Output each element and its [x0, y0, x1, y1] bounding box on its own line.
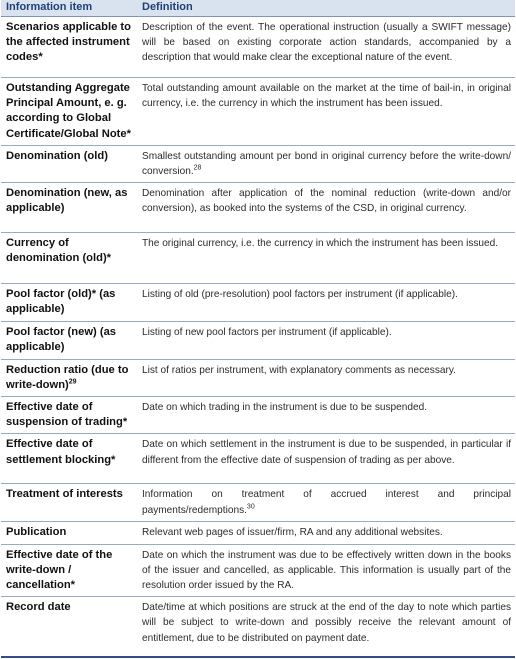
row-definition — [137, 544, 515, 597]
row-definition — [137, 322, 515, 359]
item-text: Pool factor (new) (as applicable) — [6, 326, 117, 354]
row-definition — [137, 484, 515, 522]
table-row — [1, 484, 515, 522]
row-definition — [137, 359, 515, 396]
table-row — [1, 17, 515, 78]
table-header-row — [1, 0, 515, 17]
row-definition — [137, 522, 515, 544]
row-item — [1, 359, 137, 396]
row-item — [1, 233, 137, 284]
table-row — [1, 359, 515, 396]
item-text: Publication — [6, 526, 67, 539]
definition-text: Date/time at which positions are struck at the end of the day to note which parties will be subject to write-down and possibly receive the relevant amount of entitlement, due to be distributed on payment date. — [142, 602, 511, 644]
table-row — [1, 434, 515, 484]
definition-text: Smallest outstanding amount per bond in original currency before the write-down/ conversion. — [142, 150, 511, 178]
row-item — [1, 183, 137, 233]
item-text: Outstanding Aggregate Principal Amount, e. g. according to Global Certificate/Global Note* — [6, 82, 131, 140]
table-row — [1, 544, 515, 597]
definition-text: Information on treatment of accrued interest and principal payments/redemptions. — [142, 489, 511, 516]
row-definition — [137, 284, 515, 322]
row-item — [1, 434, 137, 484]
item-text: Denomination (new, as applicable) — [6, 187, 128, 215]
table-row — [1, 522, 515, 544]
definition-text: Relevant web pages of issuer/firm, RA and any additional websites. — [142, 527, 443, 539]
definition-text: Date on which the instrument was due to be effectively written down in the books of the issuer and cancelled, as applicable. This information is usually part of the resolution order issued by the RA. — [142, 549, 511, 592]
definition-text: Listing of old (pre-resolution) pool factors per instrument (if applicable). — [142, 289, 458, 301]
definition-text: Denomination after application of the nominal reduction (write-down and/or conversion), as booked into the systems of the CSD, in original currency. — [142, 188, 511, 215]
table-row — [1, 284, 515, 322]
table-row — [1, 597, 515, 657]
item-text: Record date — [6, 601, 71, 614]
footnote-marker: 30 — [246, 503, 255, 511]
definition-text: Date on which settlement in the instrument is due to be suspended, in particular if different from the effective date of suspension of trading as per above. — [142, 439, 511, 466]
information-table-container — [1, 0, 515, 658]
row-item — [1, 397, 137, 434]
item-text: Scenarios applicable to the affected instrument codes* — [6, 21, 131, 64]
row-definition — [137, 17, 515, 78]
table-row — [1, 145, 515, 182]
definition-text: Total outstanding amount available on the market at the time of bail-in, in original currency, i.e. the currency in which the instrument has been issued. — [142, 83, 511, 110]
row-definition — [137, 183, 515, 233]
item-text: Treatment of interests — [6, 488, 123, 501]
row-item — [1, 322, 137, 359]
table-row — [1, 78, 515, 146]
table-row — [1, 183, 515, 233]
row-definition — [137, 597, 515, 657]
row-definition — [137, 434, 515, 484]
table-body — [1, 17, 515, 657]
table-row — [1, 322, 515, 359]
row-definition — [137, 78, 515, 146]
row-item — [1, 284, 137, 322]
definition-text: Date on which trading in the instrument is due to be suspended. — [142, 402, 428, 414]
row-definition — [137, 233, 515, 284]
item-text: Effective date of settlement blocking* — [6, 438, 116, 466]
row-item — [1, 484, 137, 522]
definition-text: List of ratios per instrument, with explanatory comments as necessary. — [142, 364, 456, 376]
item-text: Currency of denomination (old)* — [6, 237, 112, 265]
footnote-marker: 28 — [193, 164, 202, 172]
item-text: Denomination (old) — [6, 149, 108, 162]
item-text: Effective date of suspension of trading* — [6, 401, 128, 429]
table-row — [1, 233, 515, 284]
information-table — [1, 0, 515, 658]
row-definition — [137, 145, 515, 182]
row-item — [1, 145, 137, 182]
header-information-item: Information item — [1, 0, 137, 17]
footnote-marker: 29 — [68, 378, 77, 386]
row-item — [1, 522, 137, 544]
definition-text: Description of the event. The operational instruction (usually a SWIFT message) will be based on existing corporate action standards, accompanied by a description that would make clear the exceptional nature of the event. — [142, 22, 511, 64]
row-item — [1, 544, 137, 597]
row-item — [1, 78, 137, 146]
row-definition — [137, 397, 515, 434]
item-text: Reduction ratio (due to write-down) — [6, 363, 129, 391]
definition-text: Listing of new pool factors per instrument (if applicable). — [142, 327, 392, 339]
row-item — [1, 17, 137, 78]
definition-text: The original currency, i.e. the currency in which the instrument has been issued. — [142, 238, 499, 250]
table-row — [1, 397, 515, 434]
header-definition: Definition — [137, 0, 515, 17]
item-text: Effective date of the write-down / cancellation* — [6, 548, 113, 592]
item-text: Pool factor (old)* (as applicable) — [6, 288, 116, 316]
row-item — [1, 597, 137, 657]
